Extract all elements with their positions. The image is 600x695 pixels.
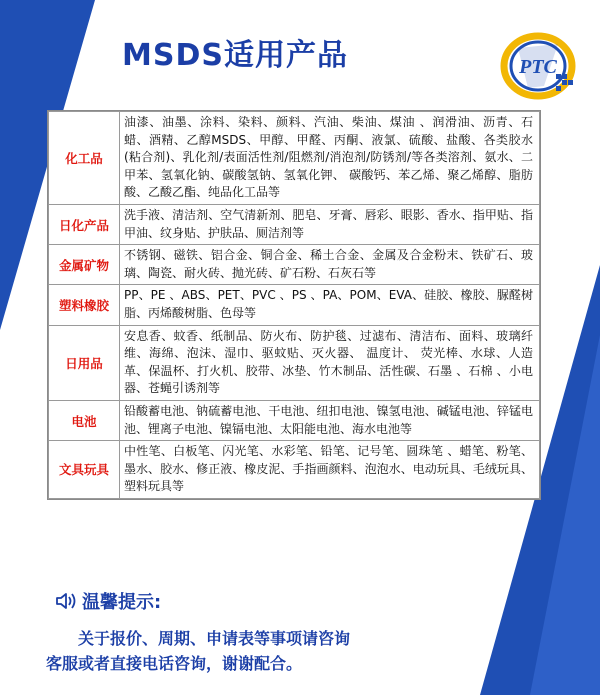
- table-row: [49, 400, 540, 440]
- category-items: 中性笔、白板笔、闪光笔、水彩笔、铅笔、记号笔、圆珠笔 、蜡笔、粉笔、墨水、胶水、修正液、橡皮泥、手指画颜料、泡泡水、电动玩具、毛绒玩具、塑料玩具等: [120, 441, 540, 499]
- category-label: 文具玩具: [49, 441, 120, 499]
- category-items: 铅酸蓄电池、钠硫蓄电池、干电池、纽扣电池、镍氢电池、碱锰电池、锌锰电池、锂离子电池、镍镉电池、太阳能电池、海水电池等: [120, 400, 540, 440]
- ptc-logo-icon: [498, 28, 580, 100]
- table-row: [49, 285, 540, 325]
- table-row: [49, 112, 540, 205]
- notice-line-1: 关于报价、周期、申请表等事项请咨询: [78, 629, 351, 648]
- table-row: [49, 245, 540, 285]
- category-label: 日用品: [49, 325, 120, 400]
- category-label: 塑料橡胶: [49, 285, 120, 325]
- category-items: 油漆、油墨、涂料、染料、颜料、汽油、柴油、煤油 、润滑油、沥青、石蜡、酒精、乙醇MSDS、甲醇、甲醛、丙酮、液氯、硫酸、盐酸、各类胶水(粘合剂)、乳化剂/表面活性剂/阻燃剂/消泡剂/防锈剂/等各类溶剂、氨水、二甲苯、氢氧化钠、碳酸氢钠、氢氧化钾、 碳酸钙、苯乙烯、聚乙烯醇、脂肪酸、乙酸乙酯、纯品化工品等: [120, 112, 540, 205]
- category-items: 不锈钢、磁铁、铝合金、铜合金、稀土合金、金属及合金粉末、铁矿石、玻璃、陶瓷、耐火砖、抛光砖、矿石粉、石灰石等: [120, 245, 540, 285]
- category-label: 日化产品: [49, 204, 120, 244]
- notice-line-2: 客服或者直接电话咨询，谢谢配合。: [46, 654, 303, 673]
- logo-text: PTC: [519, 56, 557, 78]
- product-table: [47, 110, 541, 500]
- speaker-icon: [55, 591, 79, 611]
- category-items: PP、PE 、ABS、PET、PVC 、PS 、PA、POM、EVA、硅胶、橡胶、脲醛树脂、丙烯酸树脂、色母等: [120, 285, 540, 325]
- category-items: 洗手液、清洁剂、空气清新剂、肥皂、牙膏、唇彩、眼影、香水、指甲贴、指甲油、纹身贴、护肤品、厕洁剂等: [120, 204, 540, 244]
- category-label: 化工品: [49, 112, 120, 205]
- category-items: 安息香、蚊香、纸制品、防火布、防护毯、过滤布、清洁布、面料、玻璃纤维、海绵、泡沫、湿巾、驱蚊贴、灭火器、 温度计、 荧光棒、水球、人造革、保温杯、打火机、胶带、冰垫、竹木制品、活性碳、石墨 、石棉 、小电器、苍蝇引诱剂等: [120, 325, 540, 400]
- notice-heading: [55, 588, 161, 614]
- notice-body: [46, 626, 516, 676]
- category-label: 金属矿物: [49, 245, 120, 285]
- page-title: MSDS适用产品: [122, 38, 348, 73]
- notice-heading-text: 温馨提示:: [82, 592, 162, 613]
- table-row: [49, 325, 540, 400]
- table-row: [49, 204, 540, 244]
- category-label: 电池: [49, 400, 120, 440]
- table-row: [49, 441, 540, 499]
